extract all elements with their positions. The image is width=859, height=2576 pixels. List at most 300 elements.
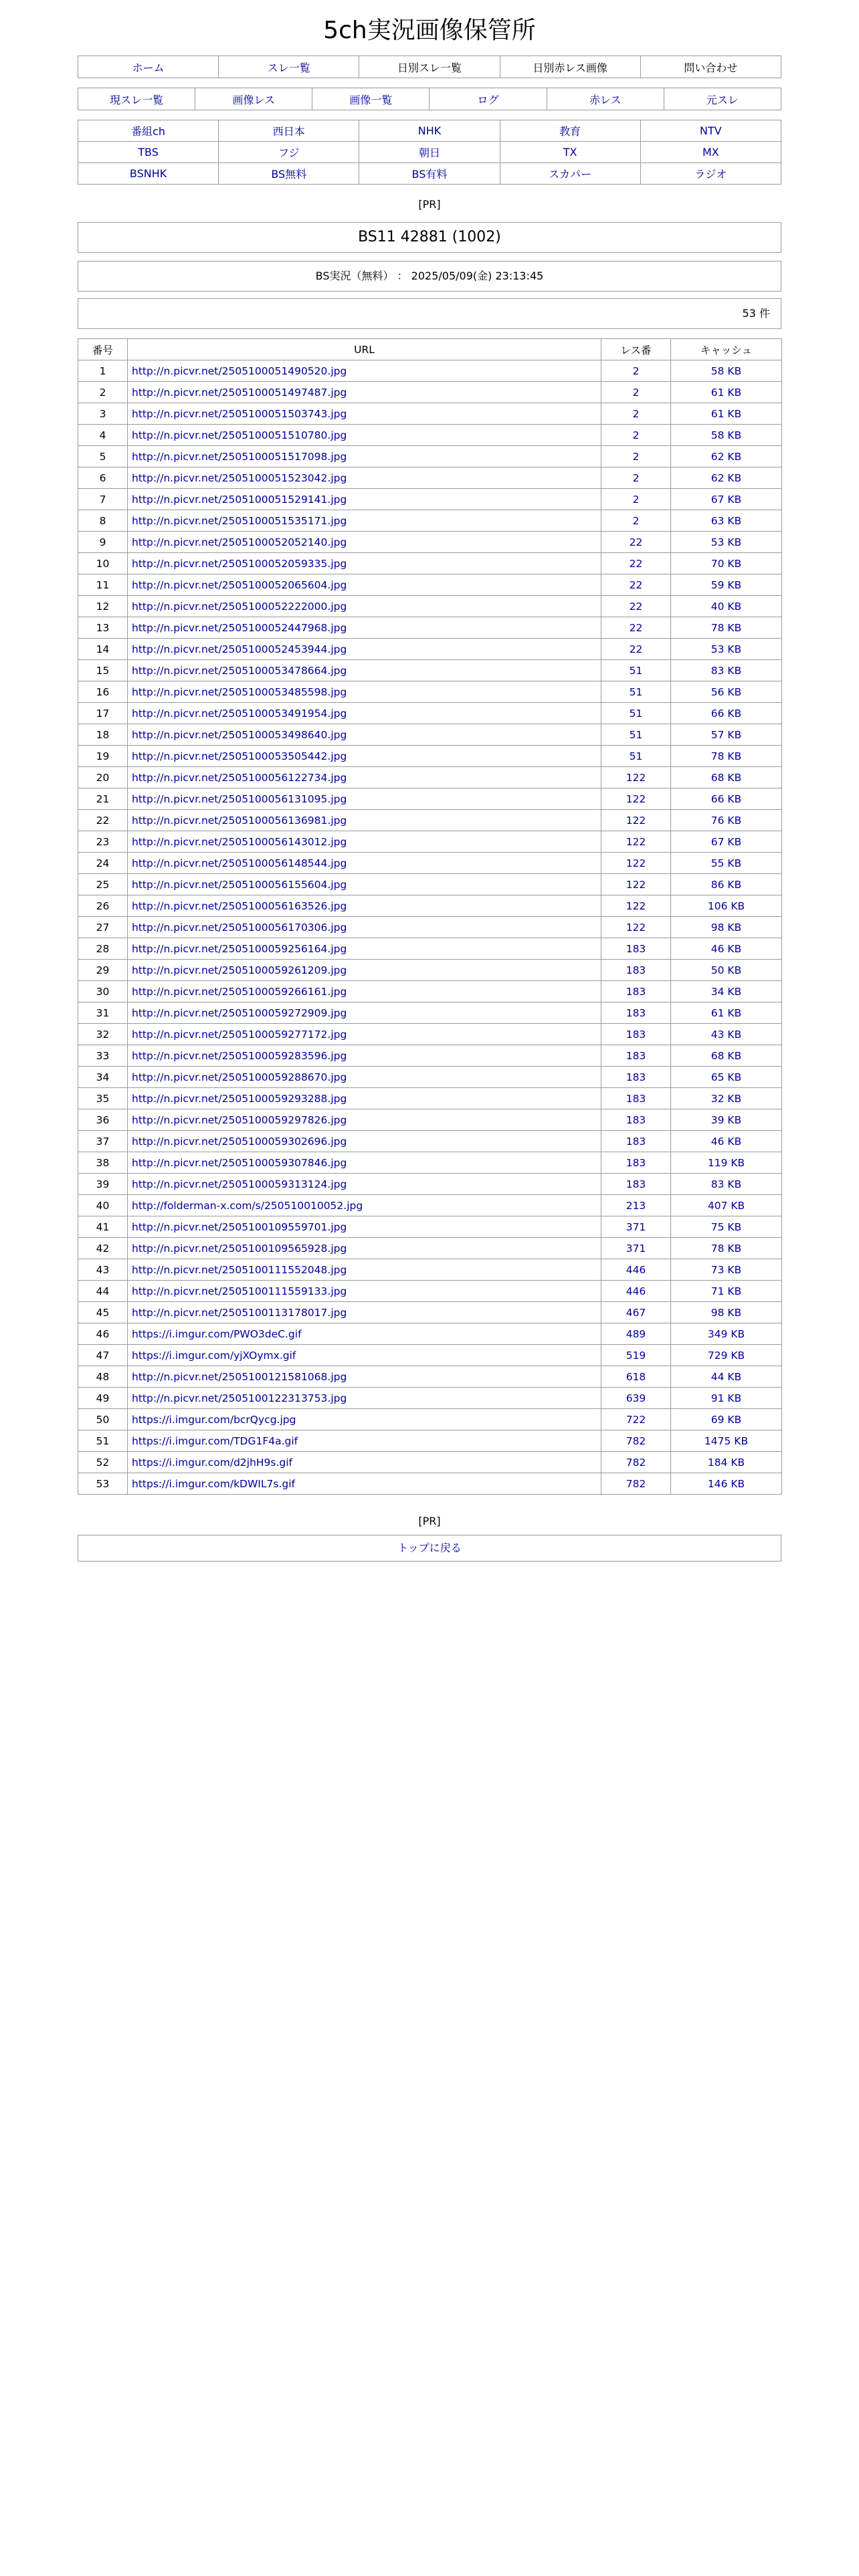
- res-number[interactable]: [601, 403, 671, 425]
- cache-size[interactable]: [671, 510, 782, 532]
- cache-size[interactable]: [671, 1174, 782, 1195]
- image-url-link[interactable]: http://n.picvr.net/2505100122313753.jpg: [132, 1392, 347, 1404]
- cache-size-link[interactable]: 349 KB: [707, 1327, 745, 1340]
- res-number-link[interactable]: 782: [626, 1477, 646, 1490]
- channel-item[interactable]: [78, 142, 219, 163]
- thread-nav-item-3[interactable]: [430, 88, 547, 110]
- image-url-link[interactable]: https://i.imgur.com/d2jhH9s.gif: [132, 1456, 293, 1469]
- thread-nav-item-1[interactable]: [195, 88, 312, 110]
- channel-item-link[interactable]: NHK: [417, 124, 442, 137]
- thread-nav-item-2[interactable]: [312, 88, 430, 110]
- res-number[interactable]: [601, 1174, 671, 1195]
- cache-size-link[interactable]: 46 KB: [710, 942, 742, 955]
- image-url[interactable]: [128, 724, 601, 746]
- cache-size[interactable]: [671, 1473, 782, 1495]
- image-url-link[interactable]: http://n.picvr.net/2505100052447968.jpg: [132, 621, 347, 634]
- res-number-link[interactable]: 51: [629, 750, 643, 762]
- channel-item[interactable]: [219, 163, 359, 185]
- res-number-link[interactable]: 446: [626, 1263, 646, 1276]
- res-number[interactable]: [601, 360, 671, 382]
- image-url-link[interactable]: http://n.picvr.net/2505100053505442.jpg: [132, 750, 347, 762]
- cache-size-link[interactable]: 83 KB: [710, 1178, 742, 1190]
- thread-nav-item-1-link[interactable]: 画像レス: [232, 93, 275, 106]
- res-number-link[interactable]: 22: [629, 536, 643, 548]
- cache-size-link[interactable]: 68 KB: [710, 1049, 742, 1062]
- cache-size[interactable]: [671, 1409, 782, 1430]
- image-url-link[interactable]: http://n.picvr.net/2505100051503743.jpg: [132, 407, 347, 420]
- channel-item[interactable]: [359, 120, 500, 142]
- res-number[interactable]: [601, 917, 671, 938]
- image-url-link[interactable]: http://n.picvr.net/2505100052453944.jpg: [132, 643, 347, 655]
- channel-item-link[interactable]: BSNHK: [129, 167, 167, 180]
- image-url-link[interactable]: http://n.picvr.net/2505100052065604.jpg: [132, 578, 347, 591]
- image-url[interactable]: [128, 1345, 601, 1366]
- res-number[interactable]: [601, 532, 671, 553]
- nav-item-1-link[interactable]: スレ一覧: [267, 61, 310, 74]
- thread-nav-item-5[interactable]: [664, 88, 781, 110]
- cache-size[interactable]: [671, 917, 782, 938]
- res-number[interactable]: [601, 382, 671, 403]
- cache-size[interactable]: [671, 1302, 782, 1323]
- image-url-link[interactable]: http://n.picvr.net/2505100051490520.jpg: [132, 364, 347, 377]
- res-number-link[interactable]: 183: [626, 942, 646, 955]
- image-url-link[interactable]: http://n.picvr.net/2505100111559133.jpg: [132, 1285, 347, 1297]
- cache-size-link[interactable]: 729 KB: [707, 1349, 745, 1362]
- image-url-link[interactable]: http://n.picvr.net/2505100059293288.jpg: [132, 1092, 347, 1105]
- image-url[interactable]: [128, 1302, 601, 1323]
- res-number[interactable]: [601, 1238, 671, 1259]
- res-number[interactable]: [601, 660, 671, 681]
- res-number[interactable]: [601, 596, 671, 617]
- image-url[interactable]: [128, 1430, 601, 1452]
- cache-size[interactable]: [671, 1238, 782, 1259]
- nav-item-0[interactable]: [78, 56, 219, 78]
- res-number[interactable]: [601, 1345, 671, 1366]
- image-url-link[interactable]: http://n.picvr.net/2505100059272909.jpg: [132, 1006, 347, 1019]
- nav-item-3[interactable]: 日別赤レス画像: [500, 56, 640, 78]
- image-url-link[interactable]: http://n.picvr.net/2505100052059335.jpg: [132, 557, 347, 570]
- cache-size[interactable]: [671, 1109, 782, 1131]
- image-url[interactable]: [128, 1473, 601, 1495]
- image-url-link[interactable]: http://n.picvr.net/2505100051535171.jpg: [132, 514, 347, 527]
- image-url[interactable]: [128, 1045, 601, 1067]
- cache-size[interactable]: [671, 981, 782, 1002]
- cache-size[interactable]: [671, 1345, 782, 1366]
- res-number-link[interactable]: 183: [626, 1113, 646, 1126]
- cache-size-link[interactable]: 56 KB: [710, 685, 742, 698]
- image-url[interactable]: [128, 1259, 601, 1281]
- image-url[interactable]: [128, 360, 601, 382]
- cache-size-link[interactable]: 75 KB: [710, 1220, 742, 1233]
- cache-size-link[interactable]: 71 KB: [710, 1285, 742, 1297]
- res-number[interactable]: [601, 874, 671, 895]
- thread-nav-item-5-link[interactable]: 元スレ: [706, 93, 739, 106]
- res-number-link[interactable]: 183: [626, 1028, 646, 1041]
- cache-size[interactable]: [671, 831, 782, 853]
- channel-item-link[interactable]: ラジオ: [694, 168, 727, 181]
- thread-nav-item-2-link[interactable]: 画像一覧: [349, 93, 393, 106]
- image-url[interactable]: [128, 1409, 601, 1430]
- res-number[interactable]: [601, 1452, 671, 1473]
- image-url[interactable]: [128, 1452, 601, 1473]
- cache-size-link[interactable]: 50 KB: [710, 964, 742, 976]
- cache-size[interactable]: [671, 1045, 782, 1067]
- cache-size[interactable]: [671, 724, 782, 746]
- cache-size[interactable]: [671, 853, 782, 874]
- res-number-link[interactable]: 2: [632, 386, 640, 399]
- cache-size[interactable]: [671, 1281, 782, 1302]
- res-number[interactable]: [601, 1024, 671, 1045]
- cache-size-link[interactable]: 39 KB: [710, 1113, 742, 1126]
- image-url[interactable]: [128, 895, 601, 917]
- channel-item-link[interactable]: TBS: [138, 146, 159, 158]
- image-url-link[interactable]: https://i.imgur.com/bcrQycg.jpg: [132, 1413, 296, 1426]
- image-url-link[interactable]: http://n.picvr.net/2505100056148544.jpg: [132, 857, 347, 869]
- res-number-link[interactable]: 51: [629, 664, 643, 677]
- image-url-link[interactable]: http://n.picvr.net/2505100059266161.jpg: [132, 985, 347, 998]
- res-number[interactable]: [601, 681, 671, 703]
- image-url-link[interactable]: http://n.picvr.net/2505100056155604.jpg: [132, 878, 347, 891]
- image-url-link[interactable]: http://n.picvr.net/2505100059261209.jpg: [132, 964, 347, 976]
- res-number-link[interactable]: 2: [632, 471, 640, 484]
- image-url[interactable]: [128, 874, 601, 895]
- cache-size-link[interactable]: 59 KB: [710, 578, 742, 591]
- res-number-link[interactable]: 722: [626, 1413, 646, 1426]
- cache-size[interactable]: [671, 895, 782, 917]
- image-url-link[interactable]: http://n.picvr.net/2505100109565928.jpg: [132, 1242, 347, 1255]
- channel-item-link[interactable]: スカパー: [549, 168, 592, 181]
- cache-size-link[interactable]: 98 KB: [710, 1306, 742, 1319]
- res-number[interactable]: [601, 1216, 671, 1238]
- res-number[interactable]: [601, 1409, 671, 1430]
- cache-size[interactable]: [671, 553, 782, 574]
- cache-size[interactable]: [671, 1388, 782, 1409]
- image-url-link[interactable]: https://i.imgur.com/TDG1F4a.gif: [132, 1434, 298, 1447]
- cache-size[interactable]: [671, 1002, 782, 1024]
- channel-item[interactable]: [359, 142, 500, 163]
- cache-size-link[interactable]: 34 KB: [710, 985, 742, 998]
- channel-item[interactable]: [78, 163, 219, 185]
- image-url[interactable]: [128, 853, 601, 874]
- res-number[interactable]: [601, 746, 671, 767]
- res-number[interactable]: [601, 1152, 671, 1174]
- res-number[interactable]: [601, 810, 671, 831]
- image-url[interactable]: [128, 1131, 601, 1152]
- cache-size-link[interactable]: 58 KB: [710, 429, 742, 441]
- image-url[interactable]: [128, 1024, 601, 1045]
- res-number[interactable]: [601, 639, 671, 660]
- cache-size[interactable]: [671, 660, 782, 681]
- image-url-link[interactable]: https://i.imgur.com/kDWIL7s.gif: [132, 1477, 295, 1490]
- channel-item[interactable]: [78, 120, 219, 142]
- thread-nav-item-3-link[interactable]: ログ: [477, 93, 499, 106]
- res-number[interactable]: [601, 1430, 671, 1452]
- image-url[interactable]: [128, 938, 601, 960]
- nav-item-1[interactable]: [219, 56, 359, 78]
- channel-item[interactable]: [640, 142, 781, 163]
- image-url-link[interactable]: http://n.picvr.net/2505100053478664.jpg: [132, 664, 347, 677]
- image-url[interactable]: [128, 1067, 601, 1088]
- image-url[interactable]: [128, 831, 601, 853]
- cache-size[interactable]: [671, 746, 782, 767]
- cache-size[interactable]: [671, 360, 782, 382]
- cache-size-link[interactable]: 184 KB: [707, 1456, 745, 1469]
- cache-size[interactable]: [671, 960, 782, 981]
- cache-size-link[interactable]: 65 KB: [710, 1071, 742, 1083]
- image-url-link[interactable]: http://n.picvr.net/2505100059297826.jpg: [132, 1113, 347, 1126]
- image-url-link[interactable]: http://n.picvr.net/2505100052052140.jpg: [132, 536, 347, 548]
- image-url[interactable]: [128, 1195, 601, 1216]
- cache-size-link[interactable]: 43 KB: [710, 1028, 742, 1041]
- res-number[interactable]: [601, 1388, 671, 1409]
- cache-size-link[interactable]: 63 KB: [710, 514, 742, 527]
- cache-size-link[interactable]: 61 KB: [710, 407, 742, 420]
- cache-size-link[interactable]: 40 KB: [710, 600, 742, 613]
- channel-item-link[interactable]: 番組ch: [131, 125, 166, 138]
- image-url[interactable]: [128, 660, 601, 681]
- res-number-link[interactable]: 51: [629, 728, 643, 741]
- image-url-link[interactable]: http://n.picvr.net/2505100113178017.jpg: [132, 1306, 347, 1319]
- image-url-link[interactable]: http://n.picvr.net/2505100051523042.jpg: [132, 471, 347, 484]
- cache-size-link[interactable]: 53 KB: [710, 536, 742, 548]
- res-number[interactable]: [601, 467, 671, 489]
- res-number[interactable]: [601, 489, 671, 510]
- nav-item-0-link[interactable]: ホーム: [132, 61, 165, 74]
- res-number-link[interactable]: 183: [626, 1049, 646, 1062]
- channel-item[interactable]: [359, 163, 500, 185]
- image-url[interactable]: [128, 510, 601, 532]
- cache-size-link[interactable]: 62 KB: [710, 450, 742, 463]
- res-number-link[interactable]: 371: [626, 1242, 646, 1255]
- image-url[interactable]: [128, 467, 601, 489]
- cache-size-link[interactable]: 119 KB: [707, 1156, 745, 1169]
- cache-size[interactable]: [671, 1195, 782, 1216]
- res-number-link[interactable]: 183: [626, 1178, 646, 1190]
- channel-item-link[interactable]: フジ: [278, 146, 300, 159]
- cache-size[interactable]: [671, 703, 782, 724]
- image-url[interactable]: [128, 960, 601, 981]
- res-number-link[interactable]: 22: [629, 557, 643, 570]
- res-number[interactable]: [601, 1002, 671, 1024]
- res-number-link[interactable]: 22: [629, 578, 643, 591]
- thread-nav-item-0-link[interactable]: 現スレ一覧: [110, 93, 164, 106]
- res-number-link[interactable]: 51: [629, 707, 643, 720]
- image-url-link[interactable]: http://n.picvr.net/2505100059302696.jpg: [132, 1135, 347, 1148]
- thread-nav-item-4-link[interactable]: 赤レス: [589, 93, 622, 106]
- image-url[interactable]: [128, 1174, 601, 1195]
- cache-size-link[interactable]: 32 KB: [710, 1092, 742, 1105]
- image-url[interactable]: [128, 382, 601, 403]
- res-number[interactable]: [601, 938, 671, 960]
- cache-size-link[interactable]: 1475 KB: [704, 1434, 749, 1447]
- cache-size-link[interactable]: 55 KB: [710, 857, 742, 869]
- image-url-link[interactable]: http://n.picvr.net/2505100059283596.jpg: [132, 1049, 347, 1062]
- image-url[interactable]: [128, 446, 601, 467]
- channel-item[interactable]: [500, 142, 640, 163]
- channel-item[interactable]: [500, 120, 640, 142]
- image-url[interactable]: [128, 1152, 601, 1174]
- res-number-link[interactable]: 183: [626, 964, 646, 976]
- cache-size-link[interactable]: 67 KB: [710, 835, 742, 848]
- cache-size[interactable]: [671, 639, 782, 660]
- image-url[interactable]: [128, 425, 601, 446]
- image-url-link[interactable]: http://n.picvr.net/2505100059313124.jpg: [132, 1178, 347, 1190]
- cache-size[interactable]: [671, 938, 782, 960]
- cache-size-link[interactable]: 78 KB: [710, 621, 742, 634]
- nav-item-4[interactable]: 問い合わせ: [640, 56, 781, 78]
- thread-nav-item-0[interactable]: [78, 88, 195, 110]
- res-number[interactable]: [601, 895, 671, 917]
- cache-size[interactable]: [671, 1452, 782, 1473]
- image-url[interactable]: [128, 617, 601, 639]
- image-url[interactable]: [128, 574, 601, 596]
- res-number-link[interactable]: 2: [632, 514, 640, 527]
- image-url[interactable]: [128, 1388, 601, 1409]
- image-url[interactable]: [128, 1323, 601, 1345]
- channel-item[interactable]: [640, 163, 781, 185]
- cache-size-link[interactable]: 53 KB: [710, 643, 742, 655]
- cache-size[interactable]: [671, 403, 782, 425]
- cache-size-link[interactable]: 98 KB: [710, 921, 742, 934]
- image-url-link[interactable]: http://n.picvr.net/2505100051497487.jpg: [132, 386, 347, 399]
- res-number-link[interactable]: 183: [626, 985, 646, 998]
- cache-size-link[interactable]: 57 KB: [710, 728, 742, 741]
- image-url[interactable]: [128, 1216, 601, 1238]
- res-number-link[interactable]: 183: [626, 1071, 646, 1083]
- cache-size-link[interactable]: 407 KB: [707, 1199, 745, 1212]
- cache-size[interactable]: [671, 382, 782, 403]
- image-url-link[interactable]: http://n.picvr.net/2505100056131095.jpg: [132, 792, 347, 805]
- cache-size[interactable]: [671, 1131, 782, 1152]
- cache-size[interactable]: [671, 1366, 782, 1388]
- image-url[interactable]: [128, 1281, 601, 1302]
- cache-size-link[interactable]: 78 KB: [710, 1242, 742, 1255]
- cache-size-link[interactable]: 86 KB: [710, 878, 742, 891]
- image-url-link[interactable]: http://n.picvr.net/2505100053498640.jpg: [132, 728, 347, 741]
- cache-size-link[interactable]: 78 KB: [710, 750, 742, 762]
- channel-item[interactable]: [219, 120, 359, 142]
- res-number[interactable]: [601, 831, 671, 853]
- image-url-link[interactable]: http://n.picvr.net/2505100111552048.jpg: [132, 1263, 347, 1276]
- back-to-top-link[interactable]: [78, 1535, 781, 1562]
- res-number[interactable]: [601, 1302, 671, 1323]
- cache-size[interactable]: [671, 1152, 782, 1174]
- cache-size[interactable]: [671, 788, 782, 810]
- image-url[interactable]: [128, 1088, 601, 1109]
- res-number-link[interactable]: 2: [632, 364, 640, 377]
- image-url-link[interactable]: http://n.picvr.net/2505100056122734.jpg: [132, 771, 347, 784]
- cache-size-link[interactable]: 73 KB: [710, 1263, 742, 1276]
- res-number-link[interactable]: 51: [629, 685, 643, 698]
- res-number-link[interactable]: 519: [626, 1349, 646, 1362]
- back-to-top-text[interactable]: トップに戻る: [397, 1541, 462, 1554]
- cache-size[interactable]: [671, 532, 782, 553]
- cache-size-link[interactable]: 46 KB: [710, 1135, 742, 1148]
- cache-size[interactable]: [671, 596, 782, 617]
- channel-item-link[interactable]: BS有料: [411, 168, 448, 181]
- channel-item[interactable]: [640, 120, 781, 142]
- image-url[interactable]: [128, 639, 601, 660]
- cache-size-link[interactable]: 44 KB: [710, 1370, 742, 1383]
- image-url-link[interactable]: http://n.picvr.net/2505100059277172.jpg: [132, 1028, 347, 1041]
- image-url-link[interactable]: http://n.picvr.net/2505100056163526.jpg: [132, 899, 347, 912]
- cache-size-link[interactable]: 66 KB: [710, 792, 742, 805]
- image-url[interactable]: [128, 1109, 601, 1131]
- res-number[interactable]: [601, 425, 671, 446]
- cache-size[interactable]: [671, 1323, 782, 1345]
- image-url-link[interactable]: http://n.picvr.net/2505100121581068.jpg: [132, 1370, 347, 1383]
- image-url[interactable]: [128, 532, 601, 553]
- res-number-link[interactable]: 122: [626, 814, 646, 827]
- res-number-link[interactable]: 782: [626, 1456, 646, 1469]
- res-number[interactable]: [601, 1045, 671, 1067]
- res-number[interactable]: [601, 1259, 671, 1281]
- image-url-link[interactable]: http://n.picvr.net/2505100053491954.jpg: [132, 707, 347, 720]
- image-url-link[interactable]: http://n.picvr.net/2505100109559701.jpg: [132, 1220, 347, 1233]
- image-url-link[interactable]: http://n.picvr.net/2505100059307846.jpg: [132, 1156, 347, 1169]
- image-url-link[interactable]: http://n.picvr.net/2505100051529141.jpg: [132, 493, 347, 506]
- channel-item-link[interactable]: 教育: [559, 125, 581, 138]
- image-url[interactable]: [128, 1238, 601, 1259]
- cache-size[interactable]: [671, 425, 782, 446]
- cache-size[interactable]: [671, 1216, 782, 1238]
- res-number[interactable]: [601, 1067, 671, 1088]
- image-url-link[interactable]: http://n.picvr.net/2505100056136981.jpg: [132, 814, 347, 827]
- image-url[interactable]: [128, 403, 601, 425]
- res-number-link[interactable]: 22: [629, 643, 643, 655]
- image-url-link[interactable]: http://n.picvr.net/2505100056170306.jpg: [132, 921, 347, 934]
- image-url[interactable]: [128, 553, 601, 574]
- res-number-link[interactable]: 122: [626, 792, 646, 805]
- res-number-link[interactable]: 22: [629, 621, 643, 634]
- cache-size[interactable]: [671, 1088, 782, 1109]
- res-number[interactable]: [601, 1131, 671, 1152]
- cache-size[interactable]: [671, 489, 782, 510]
- channel-item[interactable]: [219, 142, 359, 163]
- image-url-link[interactable]: http://n.picvr.net/2505100053485598.jpg: [132, 685, 347, 698]
- cache-size[interactable]: [671, 574, 782, 596]
- res-number-link[interactable]: 2: [632, 429, 640, 441]
- cache-size-link[interactable]: 67 KB: [710, 493, 742, 506]
- cache-size-link[interactable]: 68 KB: [710, 771, 742, 784]
- res-number[interactable]: [601, 767, 671, 788]
- nav-item-2[interactable]: 日別スレ一覧: [359, 56, 500, 78]
- res-number[interactable]: [601, 853, 671, 874]
- res-number[interactable]: [601, 1281, 671, 1302]
- cache-size-link[interactable]: 146 KB: [707, 1477, 745, 1490]
- res-number[interactable]: [601, 510, 671, 532]
- cache-size-link[interactable]: 62 KB: [710, 471, 742, 484]
- image-url[interactable]: [128, 703, 601, 724]
- res-number-link[interactable]: 122: [626, 771, 646, 784]
- res-number-link[interactable]: 122: [626, 899, 646, 912]
- res-number[interactable]: [601, 788, 671, 810]
- res-number[interactable]: [601, 617, 671, 639]
- cache-size[interactable]: [671, 810, 782, 831]
- image-url-link[interactable]: http://n.picvr.net/2505100059256164.jpg: [132, 942, 347, 955]
- image-url[interactable]: [128, 981, 601, 1002]
- thread-nav-item-4[interactable]: [547, 88, 664, 110]
- res-number-link[interactable]: 122: [626, 835, 646, 848]
- res-number[interactable]: [601, 574, 671, 596]
- res-number-link[interactable]: 371: [626, 1220, 646, 1233]
- res-number[interactable]: [601, 1323, 671, 1345]
- image-url-link[interactable]: http://folderman-x.com/s/250510010052.jpg: [132, 1199, 363, 1212]
- cache-size[interactable]: [671, 874, 782, 895]
- res-number[interactable]: [601, 1088, 671, 1109]
- res-number-link[interactable]: 213: [626, 1199, 646, 1212]
- cache-size-link[interactable]: 66 KB: [710, 707, 742, 720]
